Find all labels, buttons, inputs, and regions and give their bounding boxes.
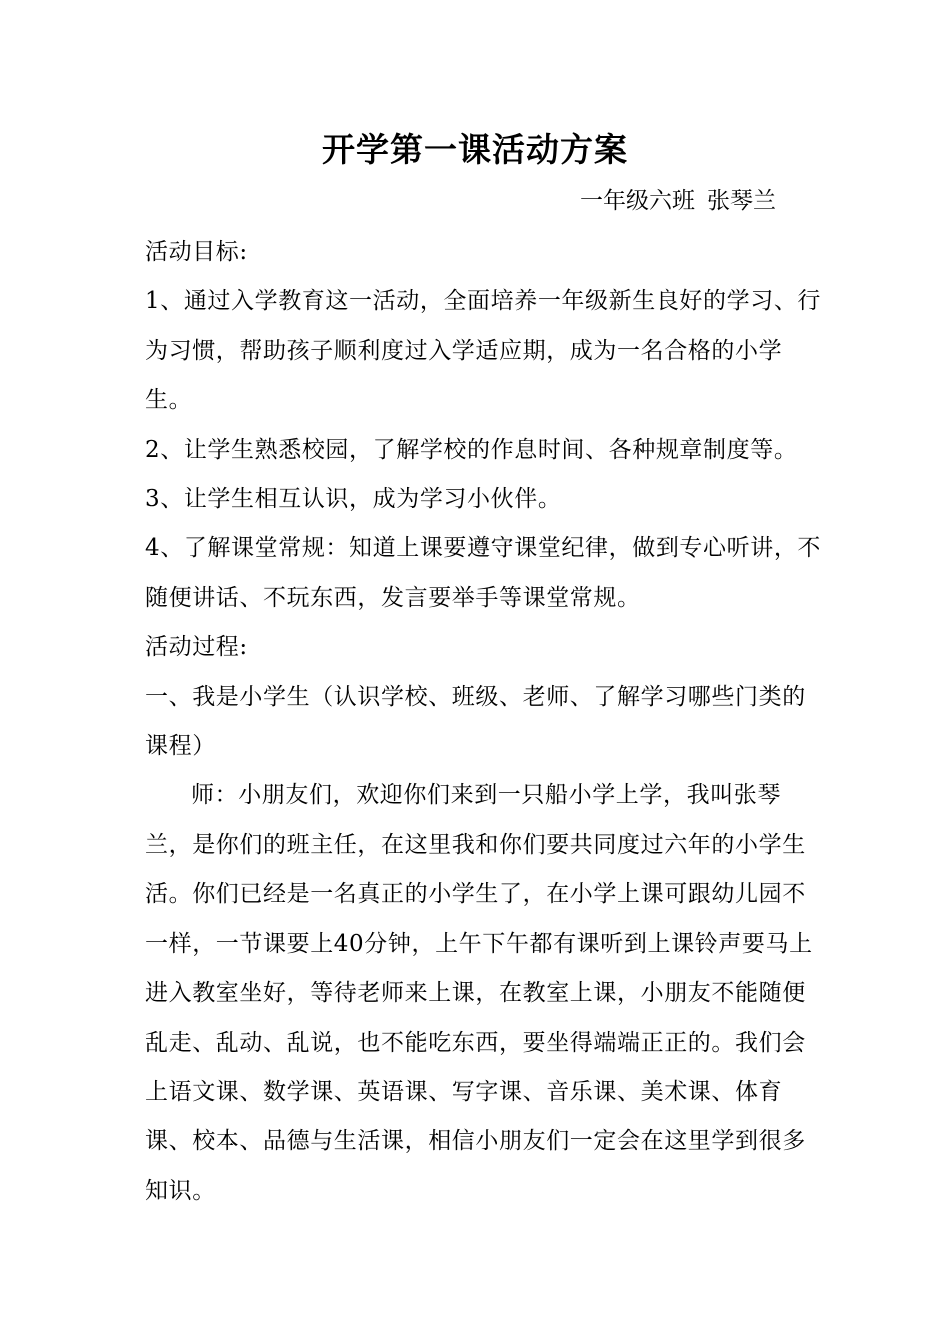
author-class: 一年级六班 xyxy=(580,188,695,214)
document-title: 开学第一课活动方案 xyxy=(322,130,628,169)
author-line xyxy=(580,186,776,216)
process-step-1: 一、我是小学生（认识学校、班级、老师、了解学习哪些门类的课程） xyxy=(145,683,806,760)
document-body xyxy=(145,228,825,1216)
section-heading-process: 活动过程: xyxy=(145,634,248,661)
teacher-speech-paragraph: 师：小朋友们，欢迎你们来到一只船小学上学，我叫张琴兰，是你们的班主任，在这里我和你们要共同度过六年的小学生活。你们已经是一名真正的小学生了，在小学上课可跟幼儿园不一样，一节课要上40分钟，上午下午都有课听到上课铃声要马上进入教室坐好，等待老师来上课，在教室上课，小朋友不能随便乱走、乱动、乱说，也不能吃东西，要坐得端端正正的。我们会上语文课、数学课、英语课、写字课、音乐课、美术课、体育课、校本、品德与生活课，相信小朋友们一定会在这里学到很多知识。 xyxy=(145,782,813,1204)
goal-item-3: 3、让学生相互认识，成为学习小伙伴。 xyxy=(145,486,562,513)
section-heading-goals: 活动目标: xyxy=(145,239,248,265)
goal-item-2: 2、让学生熟悉校园，了解学校的作息时间、各种规章制度等。 xyxy=(145,436,798,463)
goal-item-4: 4、了解课堂常规：知道上课要遵守课堂纪律，做到专心听讲，不随便讲话、不玩东西，发言要举手等课堂常规。 xyxy=(145,535,822,611)
goal-item-1: 1、通过入学教育这一活动，全面培养一年级新生良好的学习、行为习惯，帮助孩子顺利度过入学适应期，成为一名合格的小学生。 xyxy=(145,288,822,414)
author-name: 张琴兰 xyxy=(707,188,776,214)
